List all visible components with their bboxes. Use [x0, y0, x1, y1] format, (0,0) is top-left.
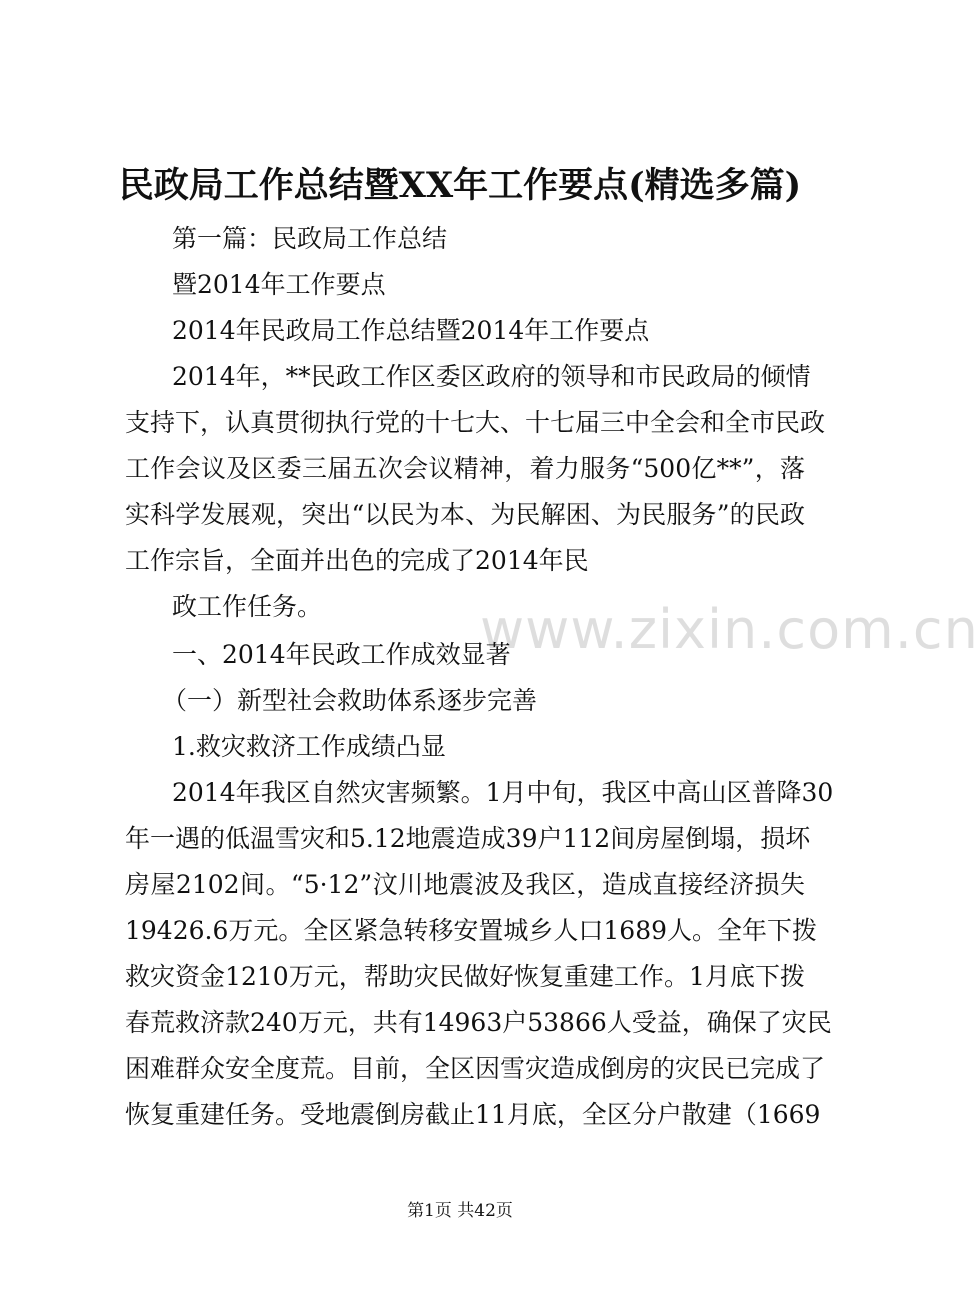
page-footer: 第1页 共42页 [407, 1201, 513, 1221]
paragraph-line: 2014年我区自然灾害频繁。1月中旬，我区中高山区普降30 [172, 778, 834, 807]
watermark-text: www.zixin.com.cn [480, 598, 979, 661]
paragraph-line: 春荒救济款240万元，共有14963户53866人受益，确保了灾民 [125, 1008, 832, 1037]
paragraph-line: 2014年，**民政工作区委区政府的领导和市民政局的倾情 [172, 362, 811, 391]
paragraph-line: 政工作任务。 [172, 592, 323, 621]
paragraph-line: 支持下，认真贯彻执行党的十七大、十七届三中全会和全市民政 [125, 408, 826, 437]
subsection-heading: 1.救灾救济工作成绩凸显 [172, 732, 446, 761]
paragraph-line: 困难群众安全度荒。目前，全区因雪灾造成倒房的灾民已完成了 [125, 1054, 826, 1083]
paragraph-line: 暨2014年工作要点 [172, 270, 386, 299]
paragraph-line: 第一篇：民政局工作总结 [172, 224, 448, 253]
paragraph-line: 工作会议及区委三届五次会议精神，着力服务“500亿**”，落 [125, 454, 805, 483]
document-title: 民政局工作总结暨XX年工作要点(精选多篇) [118, 165, 802, 206]
paragraph-line: 工作宗旨，全面并出色的完成了2014年民 [125, 546, 589, 575]
subsection-heading: （一）新型社会救助体系逐步完善 [162, 686, 538, 715]
paragraph-line: 救灾资金1210万元，帮助灾民做好恢复重建工作。1月底下拨 [125, 962, 805, 991]
paragraph-line: 房屋2102间。“5·12”汶川地震波及我区，造成直接经济损失 [125, 870, 805, 899]
section-heading: 一、2014年民政工作成效显著 [172, 640, 511, 669]
paragraph-line: 年一遇的低温雪灾和5.12地震造成39户112间房屋倒塌，损坏 [125, 824, 811, 853]
paragraph-line: 2014年民政局工作总结暨2014年工作要点 [172, 316, 650, 345]
paragraph-line: 实科学发展观，突出“以民为本、为民解困、为民服务”的民政 [125, 500, 805, 529]
paragraph-line: 19426.6万元。全区紧急转移安置城乡人口1689人。全年下拨 [125, 916, 818, 945]
paragraph-line: 恢复重建任务。受地震倒房截止11月底，全区分户散建（1669 [125, 1100, 821, 1129]
